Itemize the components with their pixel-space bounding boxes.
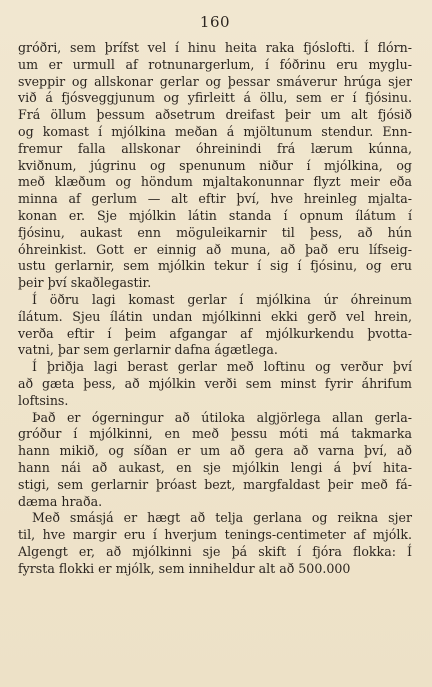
text-line: Í þriðja lagi berast gerlar með loftinu og verður því [32,359,412,375]
text-line: vatni, þar sem gerlarnir dafna ágætlega. [18,342,278,358]
paragraph [18,410,412,511]
text-line: Frá öllum þessum aðsetrum dreifast þeir um alt fjósið [18,107,412,123]
text-line: fjósinu, aukast enn möguleikarnir til þess, að hún [18,224,412,240]
body-text [18,40,412,578]
text-line: með klæðum og höndum mjaltakonunnar flyzt meir eða [18,174,412,190]
text-line: konan er. Sje mjólkin látin standa í opnum ílátum í [18,207,412,223]
text-line: Algengt er, að mjólkinni sje þá skift í fjóra flokka: Í [18,543,412,559]
text-line: dæma hraða. [18,493,103,509]
text-line: um er urmull af rotnunargerlum, í fóðrinu eru myglu- [18,56,412,72]
text-line: fremur falla allskonar óhreinindi frá lærum kúnna, [18,140,412,156]
text-line: ustu gerlarnir, sem mjólkin tekur í sig í fjósinu, og eru [18,258,412,274]
text-line: að gæta þess, að mjólkin verði sem minst fyrir áhrifum [18,375,412,391]
paragraph [18,40,412,292]
text-line: óhreinkist. Gott er einnig að muna, að það eru lífseig- [18,241,412,257]
text-line: verða eftir í þeim afgangar af mjólkurkendu þvotta- [18,325,412,341]
text-line: við á fjósveggjunum og yfirleitt á öllu, sem er í fjósinu. [18,90,412,106]
paragraph [18,292,412,359]
text-line: Það er ógerningur að útiloka algjörlega allan gerla- [32,409,412,425]
text-line: loftsins. [18,392,69,408]
text-line: Með smásjá er hægt að telja gerlana og reikna sjer [32,510,412,526]
paragraph [18,510,412,577]
paragraph [18,359,412,409]
text-line: þeir því skaðlegastir. [18,275,152,291]
text-line: hann mikið, og síðan er um að gera að varna því, að [18,443,412,459]
text-line: kviðnum, júgrinu og spenunum niður í mjólkina, og [18,157,412,173]
text-line: hann nái að aukast, en sje mjólkin lengi á því hita- [18,459,412,475]
text-line: Í öðru lagi komast gerlar í mjólkina úr óhreinum [32,291,412,307]
text-line: til, hve margir eru í hverjum tenings-centimeter af mjólk. [18,527,412,543]
page-number: 160 [199,13,231,31]
text-line: gróður í mjólkinni, en með þessu móti má takmarka [18,426,412,442]
text-line: ílátum. Sjeu ílátin undan mjólkinni ekki gerð vel hrein, [18,308,412,324]
text-line: minna af gerlum — alt eftir því, hve hreinleg mjalta- [18,191,412,207]
text-line: sveppir og allskonar gerlar og þessar smáverur hrúga sjer [18,73,412,89]
text-line: og komast í mjólkina meðan á mjöltunum stendur. Enn- [18,123,412,139]
text-line: fyrsta flokki er mjólk, sem inniheldur alt að 500.000 [18,560,351,576]
text-line: stigi, sem gerlarnir þróast bezt, margfaldast þeir með fá- [18,476,412,492]
text-line: gróðri, sem þrífst vel í hinu heita raka fjóslofti. Í flórn- [18,40,412,55]
